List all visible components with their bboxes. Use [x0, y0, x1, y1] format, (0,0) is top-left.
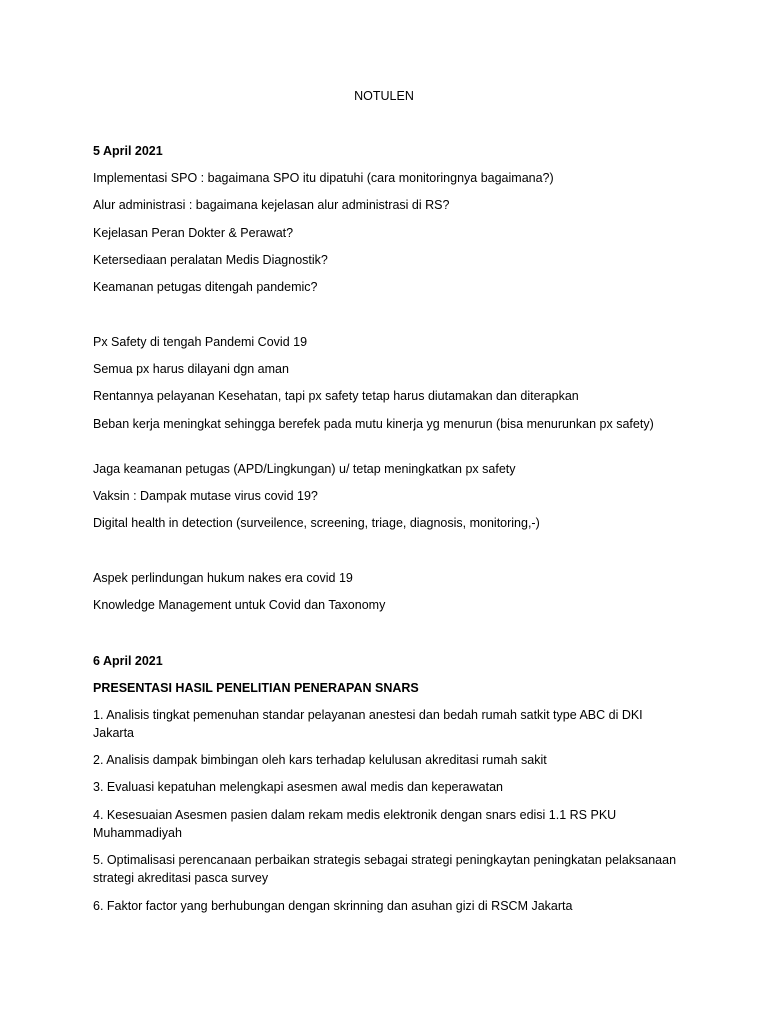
note-item: Px Safety di tengah Pandemi Covid 19 — [93, 335, 308, 349]
note-item: Rentannya pelayanan Kesehatan, tapi px safety tetap harus diutamakan dan diterapkan — [93, 389, 579, 403]
research-item: 2. Analisis dampak bimbingan oleh kars terhadap kelulusan akreditasi rumah sakit — [93, 753, 547, 767]
note-item: Digital health in detection (surveilence, screening, triage, diagnosis, monitoring,-) — [93, 516, 540, 530]
research-item: 1. Analisis tingkat pemenuhan standar pelayanan anestesi dan bedah rumah satkit type ABC di DKI Jakarta — [93, 708, 643, 740]
note-item: Semua px harus dilayani dgn aman — [93, 362, 289, 376]
document-title: NOTULEN — [354, 89, 414, 103]
note-item: Jaga keamanan petugas (APD/Lingkungan) u/ tetap meningkatkan px safety — [93, 462, 516, 476]
research-item: 6. Faktor factor yang berhubungan dengan skrinning dan asuhan gizi di RSCM Jakarta — [93, 899, 573, 913]
section-heading: PRESENTASI HASIL PENELITIAN PENERAPAN SNARS — [93, 681, 419, 695]
note-item: Implementasi SPO : bagaimana SPO itu dipatuhi (cara monitoringnya bagaimana?) — [93, 171, 554, 185]
research-item: 4. Kesesuaian Asesmen pasien dalam rekam medis elektronik dengan snars edisi 1.1 RS PKU Muhammadiyah — [93, 808, 617, 840]
note-item: Keamanan petugas ditengah pandemic? — [93, 280, 318, 294]
note-item: Knowledge Management untuk Covid dan Taxonomy — [93, 598, 386, 612]
section-date: 5 April 2021 — [93, 144, 163, 158]
note-item: Kejelasan Peran Dokter & Perawat? — [93, 226, 294, 240]
research-item: 3. Evaluasi kepatuhan melengkapi asesmen awal medis dan keperawatan — [93, 780, 503, 794]
note-item: Vaksin : Dampak mutase virus covid 19? — [93, 489, 318, 503]
note-item: Alur administrasi : bagaimana kejelasan alur administrasi di RS? — [93, 198, 450, 212]
section-date: 6 April 2021 — [93, 654, 163, 668]
note-item: Ketersediaan peralatan Medis Diagnostik? — [93, 253, 328, 267]
research-item: 5. Optimalisasi perencanaan perbaikan strategis sebagai strategi peningkaytan peningkatan pelaksanaan strategi akreditasi pasca survey — [93, 853, 677, 885]
note-item: Aspek perlindungan hukum nakes era covid 19 — [93, 571, 353, 585]
note-item: Beban kerja meningkat sehingga berefek pada mutu kinerja yg menurun (bisa menurunkan px safety) — [93, 417, 654, 431]
